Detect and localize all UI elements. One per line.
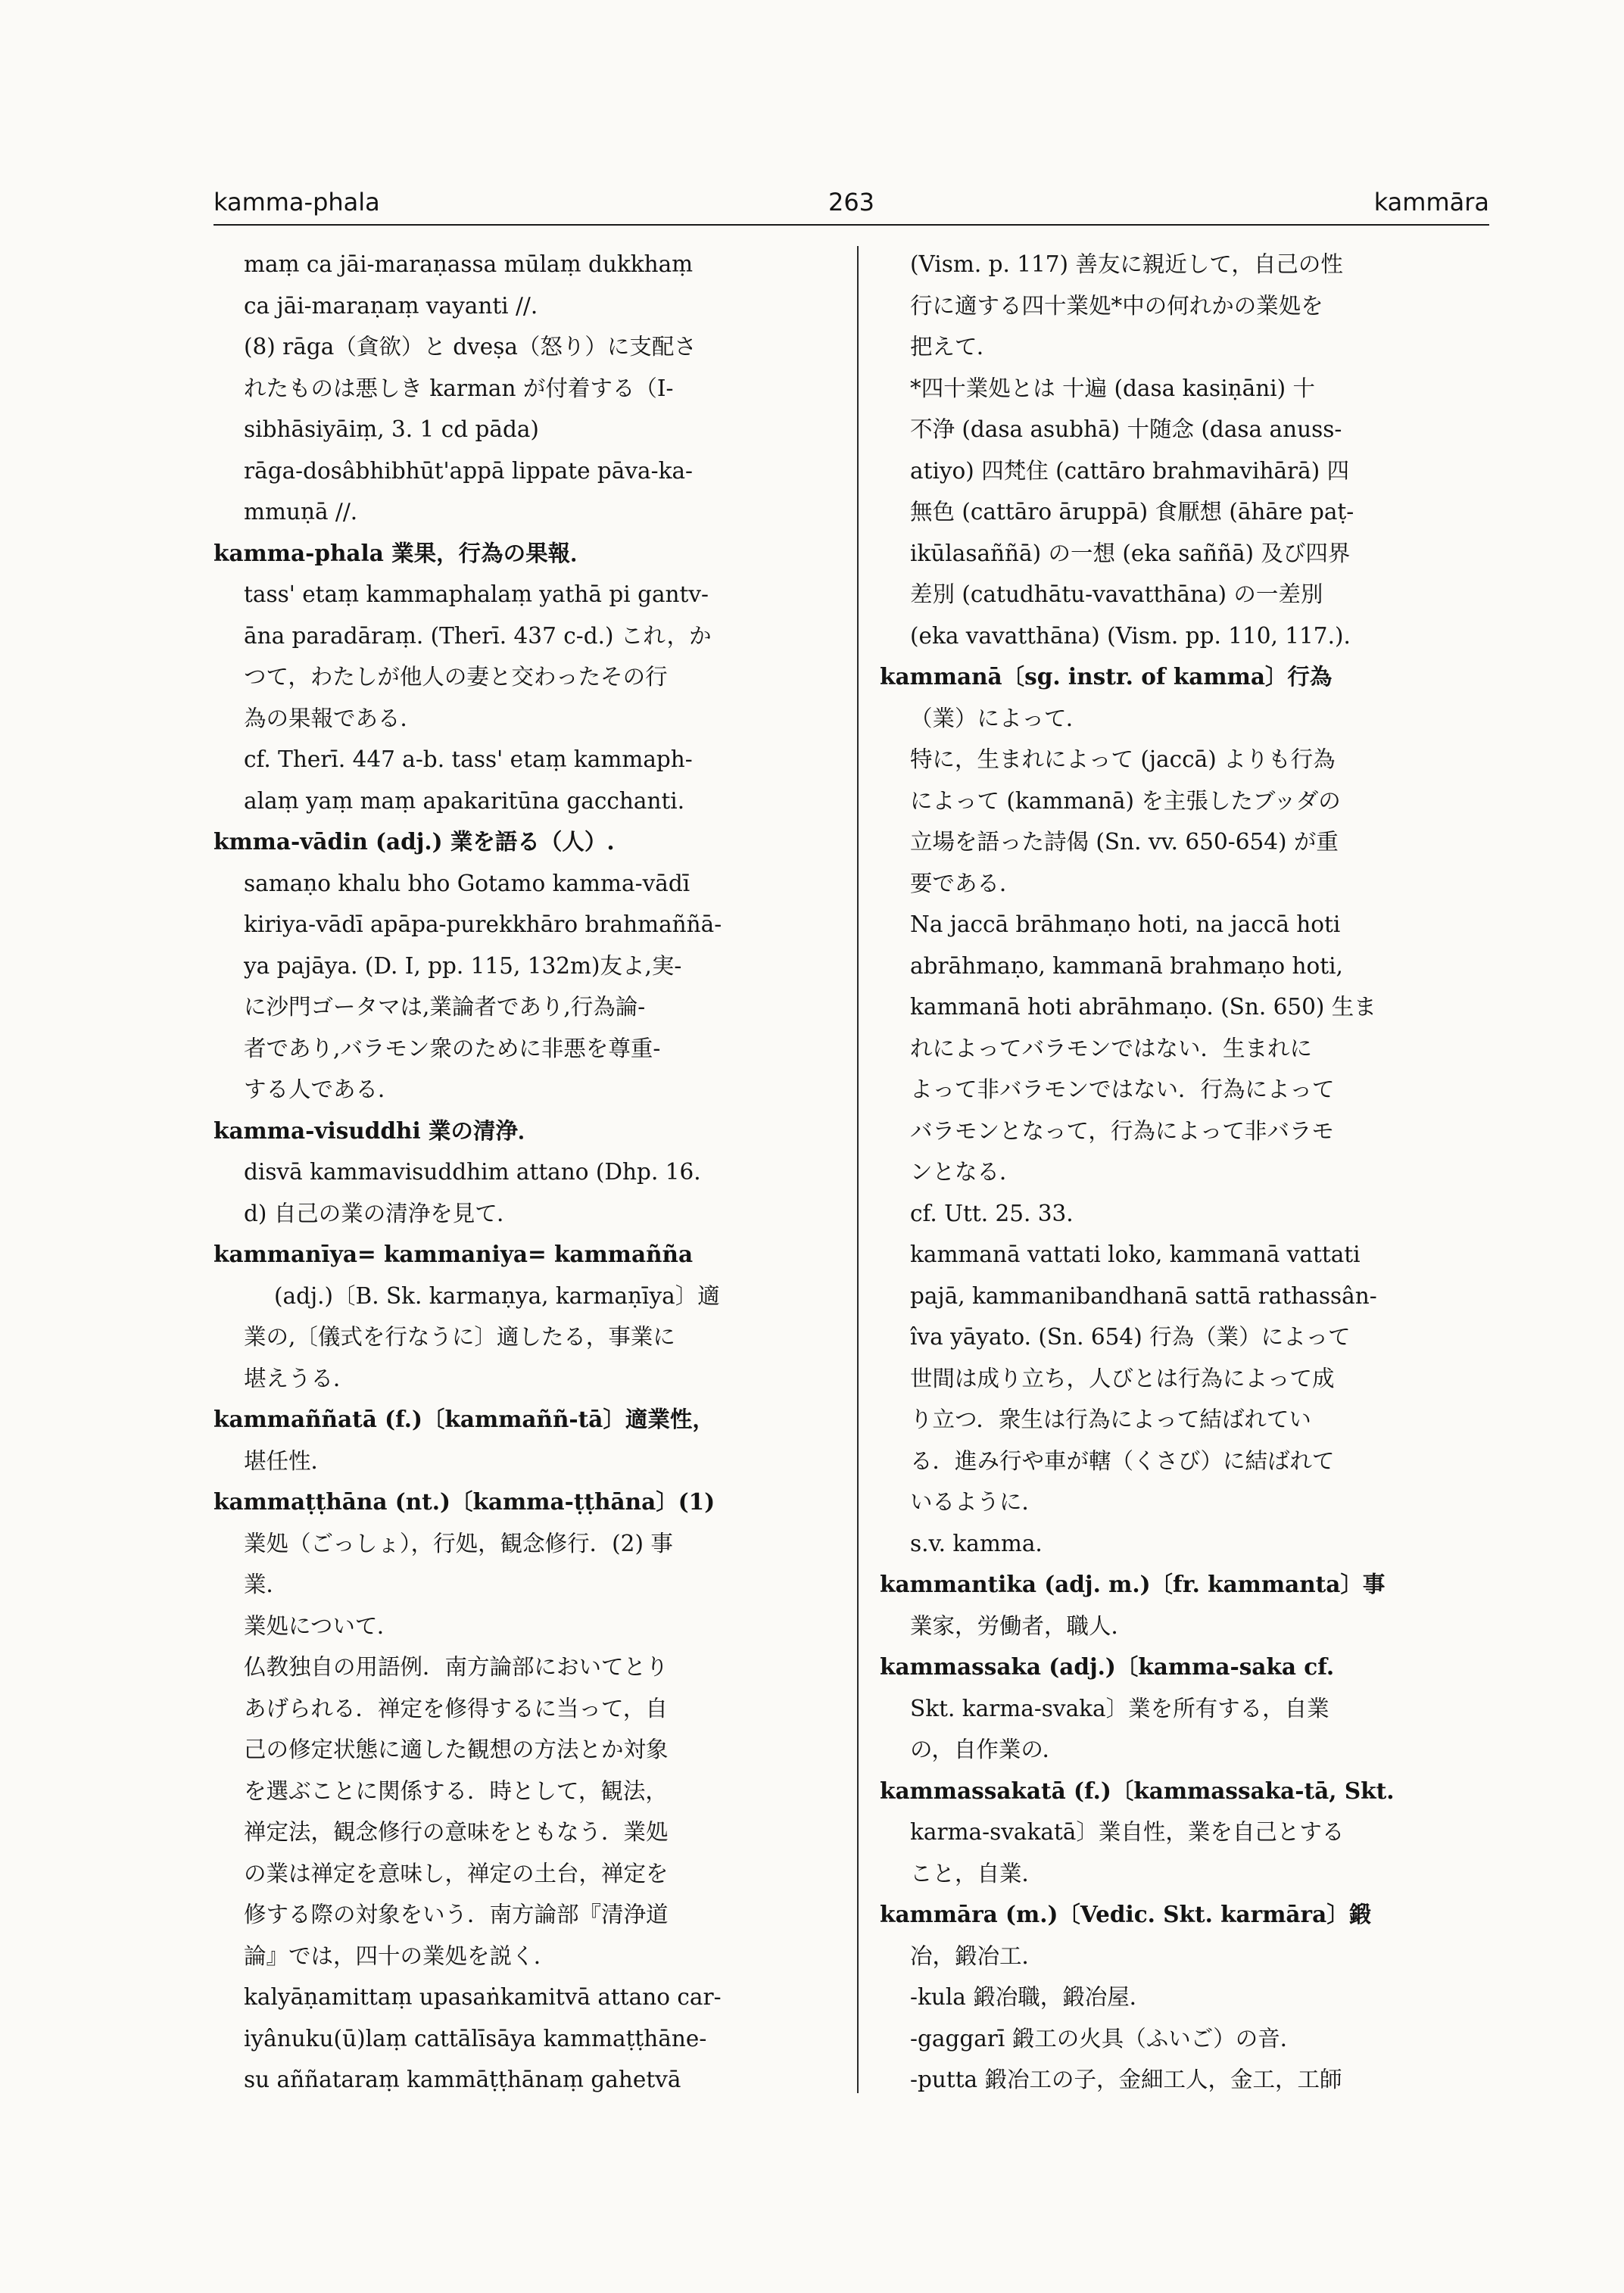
entry-text-line: 堪えうる． (244, 1365, 356, 1391)
entry-text-line: 論』では，四十の業処を説く． (244, 1943, 556, 1969)
entry-text-line: 業． (244, 1572, 289, 1597)
entry-headword-line: kamma-phala 業果，行為の果報． (214, 539, 593, 566)
entry-text-line: kiriya-vādī apāpa-purekkhāro brahmaññā- (244, 911, 722, 937)
entry-headword-line: kammaññatā (f.)〔kammaññ-tā〕適業性， (214, 1406, 715, 1432)
entry-text-line: îva yāyato. (Sn. 654) 行為（業）によって (910, 1324, 1351, 1350)
entry-text-line: karma-svakatā〕業自性，業を自己とする (910, 1819, 1345, 1845)
entry-text-line: Skt. karma-svaka〕業を所有する，自業 (910, 1695, 1329, 1721)
entry-text-line: Na jaccā brāhmaṇo hoti, na jaccā hoti (910, 911, 1341, 937)
entry-text-line: よって非バラモンではない．行為によって (910, 1076, 1335, 1102)
entry-text-line: maṃ ca jāi-maraṇassa mūlaṃ dukkhaṃ (244, 251, 694, 277)
entry-text-line: 禅定法，観念修行の意味をともなう．業処 (244, 1819, 669, 1845)
entry-headword-line: kammanā〔sg. instr. of kamma〕行為 (880, 663, 1333, 690)
entry-text-line: 世間は成り立ち，人びとは行為によって成 (910, 1365, 1335, 1391)
entry-text-line: 己の修定状態に適した観想の方法とか対象 (244, 1737, 669, 1762)
entry-text-line: の，自作業の． (910, 1737, 1065, 1762)
entry-text-line: 業家，労働者，職人． (910, 1612, 1134, 1639)
entry-text-line: バラモンとなって，行為によって非バラモ (910, 1117, 1334, 1144)
entry-text-line: samaṇo khalu bho Gotamo kamma-vādī (244, 870, 690, 896)
entry-text-line: (Vism. p. 117) 善友に親近して，自己の性 (910, 251, 1343, 277)
entry-text-line: sibhāsiyāiṃ, 3. 1 cd pāda) (244, 416, 539, 442)
entry-headword-line: kmma-vādin (adj.) 業を語る（人）. (214, 828, 615, 855)
entry-text-line: ya pajāya. (D. I, pp. 115, 132m)友よ,実- (244, 952, 682, 979)
entry-text-line: いるように． (910, 1489, 1045, 1515)
entry-text-line: 業の,〔儀式を行なうに〕適したる，事業に (244, 1324, 675, 1350)
entry-headword-line: kammanīya= kammaniya= kammañña (214, 1241, 694, 1267)
header-right-guide-word: kammāra (1373, 188, 1489, 217)
entry-text-line: 為の果報である． (244, 705, 423, 731)
entry-text-line: 特に，生まれによって (jaccā) よりも行為 (910, 746, 1336, 772)
entry-headword-line: kammaṭṭhāna (nt.)〔kamma-ṭṭhāna〕(1) (214, 1488, 715, 1515)
column-divider (857, 246, 859, 2093)
entry-text-line: (8) rāga（貪欲）と dveṣa（怒り）に支配さ (244, 334, 697, 360)
entry-text-line: れによってバラモンではない．生まれに (910, 1035, 1313, 1061)
entry-text-line: alaṃ yaṃ maṃ apakaritūna gacchanti. (244, 787, 685, 814)
entry-text-line: 無色 (cattāro āruppā) 食厭想 (āhāre paṭ- (910, 499, 1354, 525)
entry-text-line: (eka vavatthāna) (Vism. pp. 110, 117.). (910, 622, 1351, 649)
entry-text-line: に沙門ゴータマは,業論者であり,行為論- (244, 994, 646, 1020)
entry-text-line: abrāhmaṇo, kammanā brahmaṇo hoti, (910, 952, 1343, 979)
entry-text-line: kammanā hoti abrāhmaṇo. (Sn. 650) 生ま (910, 994, 1376, 1020)
entry-text-line: su aññataraṃ kammāṭṭhānaṃ gahetvā (244, 2067, 681, 2092)
entry-text-line: る．進み行や車が轄（くさび）に結ばれて (910, 1447, 1335, 1474)
entry-text-line: つて，わたしが他人の妻と交わったその行 (244, 664, 668, 690)
entry-text-line: り立つ．衆生は行為によって結ばれてい (910, 1407, 1311, 1432)
entry-headword-line: kammassakatā (f.)〔kammassaka-tā, Skt. (880, 1777, 1395, 1804)
header-rule (214, 224, 1489, 226)
entry-text-line: こと，自業． (910, 1860, 1045, 1886)
entry-text-line: 立場を語った詩偈 (Sn. vv. 650-654) が重 (910, 829, 1339, 855)
running-header (214, 188, 1489, 223)
entry-text-line: tass' etaṃ kammaphalaṃ yathā pi gantv- (244, 581, 709, 607)
entry-text-line: āna paradāraṃ. (Therī. 437 c-d.) これ，か (244, 622, 712, 649)
page-number: 263 (828, 188, 875, 217)
entry-text-line: の業は禅定を意味し，禅定の土台，禅定を (244, 1860, 669, 1886)
entry-text-line: 要である． (910, 870, 1022, 896)
entry-text-line: ンとなる． (910, 1159, 1022, 1185)
entry-text-line: 差別 (catudhātu-vavatthāna) の一差別 (910, 581, 1323, 607)
entry-text-line: （業）によって． (910, 705, 1089, 731)
entry-text-line: れたものは悪しき karman が付着する（I- (244, 375, 674, 401)
entry-text-line: pajā, kammanibandhanā sattā rathassân- (910, 1282, 1377, 1309)
entry-text-line: disvā kammavisuddhim attano (Dhp. 16. (244, 1159, 701, 1185)
entry-text-line: 冶，鍛冶工． (910, 1943, 1045, 1969)
entry-text-line: を選ぶことに関係する．時として，観法， (244, 1777, 668, 1804)
entry-text-line: rāga-dosâbhibhūt'appā lippate pāva-ka- (244, 457, 694, 484)
entry-text-line: d) 自己の業の清浄を見て． (244, 1200, 519, 1226)
entry-text-line: あげられる．禅定を修得するに当って，自 (244, 1695, 668, 1721)
entry-text-line: 不浄 (dasa asubhā) 十随念 (dasa anuss- (910, 416, 1342, 442)
entry-text-line: iyânuku(ū)laṃ cattālīsāya kammaṭṭhāne- (244, 2025, 707, 2052)
entry-text-line: する人である． (244, 1076, 401, 1102)
entry-text-line: kammanā vattati loko, kammanā vattati (910, 1242, 1361, 1267)
entry-text-line: 修する際の対象をいう．南方論部『清浄道 (244, 1902, 669, 1927)
entry-text-line: atiyo) 四梵住 (cattāro brahmavihārā) 四 (910, 457, 1350, 484)
entry-text-line: 仏教独自の用語例．南方論部においてとり (244, 1654, 669, 1680)
entry-headword-line: kammassaka (adj.)〔kamma-saka cf. (880, 1653, 1335, 1680)
entry-headword-line: kammantika (adj. m.)〔fr. kammanta〕事 (880, 1571, 1386, 1597)
entry-text-line: 行に適する四十業処*中の何れかの業処を (910, 292, 1323, 319)
entry-text-line: 業処について． (244, 1612, 400, 1639)
entry-headword-line: kammāra (m.)〔Vedic. Skt. karmāra〕鍛 (880, 1901, 1372, 1927)
entry-text-line: s.v. kamma. (910, 1530, 1043, 1556)
entry-text-line: によって (kammanā) を主張したブッダの (910, 787, 1341, 814)
entry-text-line: 堪任性． (244, 1447, 334, 1474)
left-column (214, 244, 828, 2101)
entry-text-line: ca jāi-maraṇaṃ vayanti //. (244, 292, 538, 319)
entry-text-line: 把えて． (910, 334, 999, 360)
entry-text-line: -gaggarī 鍛工の火具（ふいご）の音． (910, 2025, 1303, 2052)
entry-text-line: ikūlasaññā) の一想 (eka saññā) 及び四界 (910, 540, 1351, 566)
entry-headword-line: kamma-visuddhi 業の清浄． (214, 1117, 541, 1144)
entry-text-line: 者であり,バラモン衆のために非悪を尊重- (244, 1035, 661, 1061)
entry-text-line: kalyāṇamittaṃ upasaṅkamitvā attano car- (244, 1984, 722, 2010)
right-column (880, 244, 1489, 2101)
entry-text-line: mmuṇā //. (244, 499, 358, 525)
entry-text-line: cf. Therī. 447 a-b. tass' etaṃ kammaph- (244, 746, 693, 772)
entry-text-line: -putta 鍛冶工の子，金細工人，金工，工師 (910, 2067, 1342, 2092)
entry-text-line: -kula 鍛冶職，鍛冶屋． (910, 1984, 1152, 2010)
entry-text-line: *四十業処とは 十遍 (dasa kasiṇāni) 十 (910, 375, 1316, 401)
entry-text-line: (adj.)〔B. Sk. karmaṇya, karmaṇīya〕適 (274, 1282, 720, 1309)
entry-text-line: cf. Utt. 25. 33. (910, 1200, 1074, 1226)
header-left-guide-word: kamma-phala (214, 188, 380, 217)
entry-text-line: 業処（ごっしょ），行処，観念修行．(2) 事 (244, 1530, 673, 1556)
